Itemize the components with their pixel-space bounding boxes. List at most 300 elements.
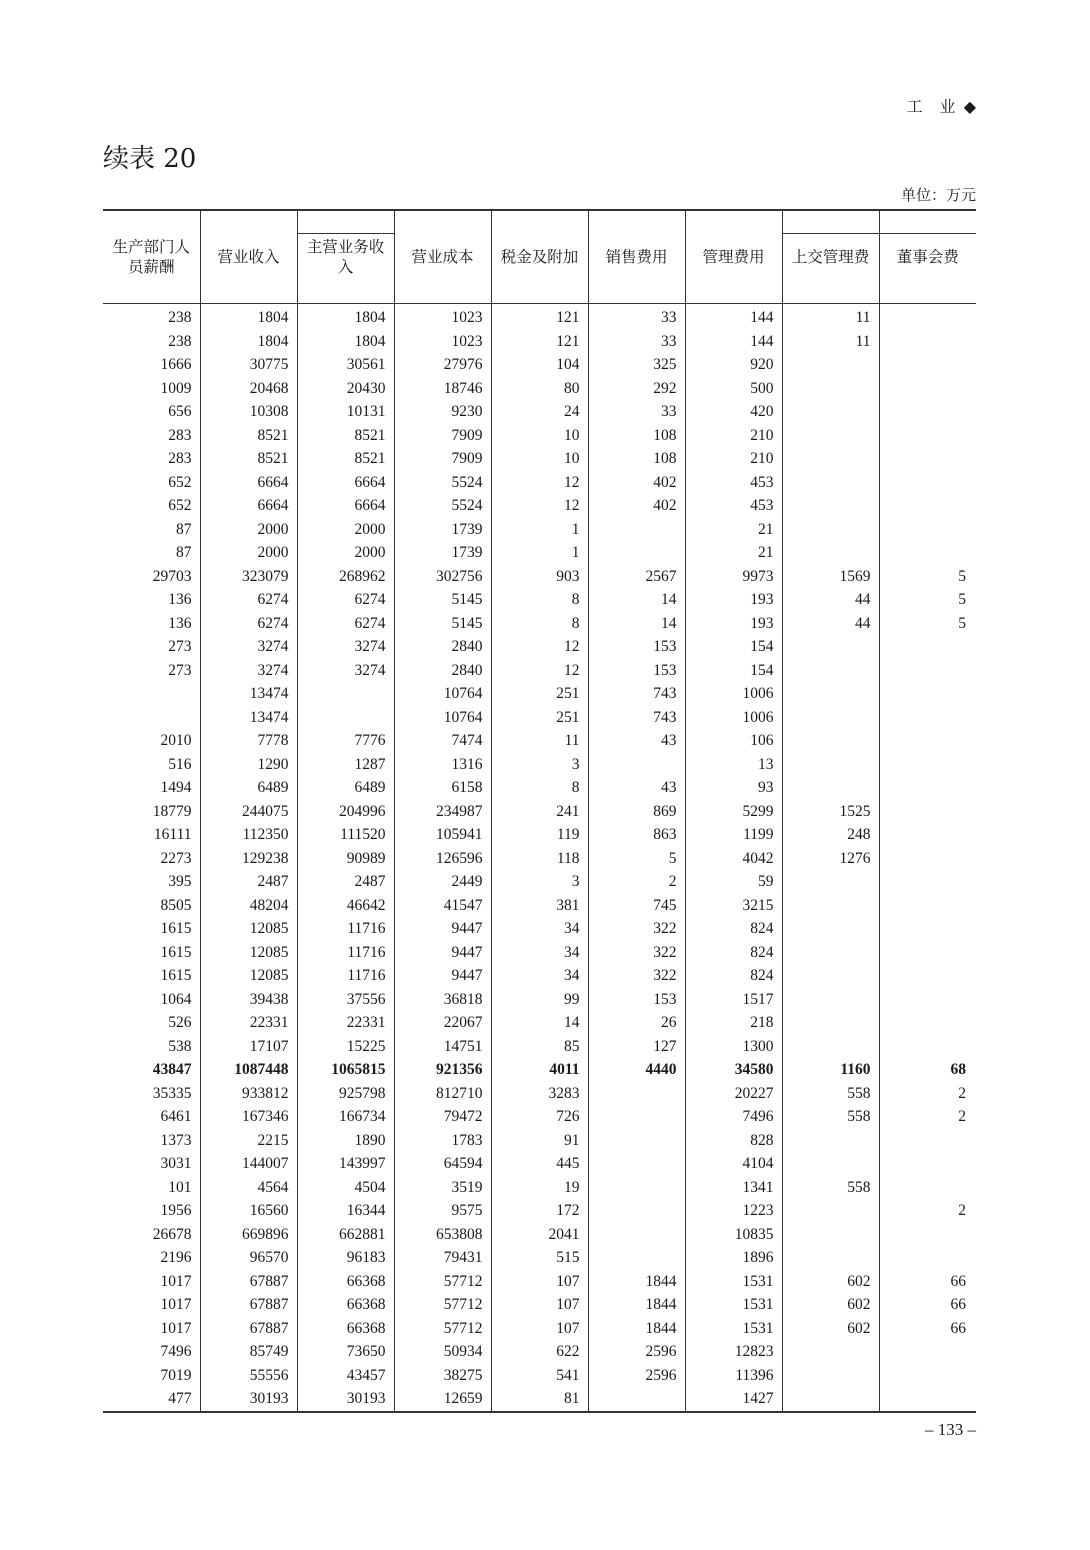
table-row [103,1129,976,1153]
table-cell: 1287 [297,753,394,777]
table-cell: 10835 [685,1223,782,1247]
table-cell: 136 [103,612,200,636]
table-cell: 7496 [103,1340,200,1364]
table-cell: 3 [491,870,588,894]
table-row [103,424,976,448]
table-cell [782,353,879,377]
table-cell: 57712 [394,1270,491,1294]
table-cell: 87 [103,541,200,565]
table-cell [782,541,879,565]
table-cell: 210 [685,424,782,448]
table-cell: 863 [588,823,685,847]
table-cell: 322 [588,964,685,988]
table-row [103,635,976,659]
table-cell: 1006 [685,706,782,730]
table-cell: 21 [685,541,782,565]
table-cell: 244075 [200,800,297,824]
table-cell [879,1035,976,1059]
table-row [103,471,976,495]
table-cell: 6274 [200,588,297,612]
table-cell: 14 [491,1011,588,1035]
table-cell [782,518,879,542]
table-cell: 20430 [297,377,394,401]
table-row [103,706,976,730]
table-cell: 558 [782,1105,879,1129]
table-cell: 5145 [394,588,491,612]
table-cell: 602 [782,1293,879,1317]
table-cell [879,635,976,659]
table-cell: 921356 [394,1058,491,1082]
table-cell: 11 [491,729,588,753]
table-cell: 144 [685,330,782,354]
table-cell [103,706,200,730]
table-cell: 7778 [200,729,297,753]
table-cell: 129238 [200,847,297,871]
table-cell: 15225 [297,1035,394,1059]
table-cell: 57712 [394,1317,491,1341]
table-cell: 79431 [394,1246,491,1270]
table-cell: 37556 [297,988,394,1012]
table-cell: 10 [491,424,588,448]
table-cell: 38275 [394,1364,491,1388]
table-cell [782,988,879,1012]
table-row [103,494,976,518]
table-cell: 35335 [103,1082,200,1106]
table-cell: 1 [491,541,588,565]
table-cell: 745 [588,894,685,918]
table-cell: 6274 [297,612,394,636]
table-cell: 652 [103,471,200,495]
table-cell: 41547 [394,894,491,918]
table-cell: 500 [685,377,782,401]
table-cell: 1 [491,518,588,542]
table-cell: 1525 [782,800,879,824]
table-row [103,1058,976,1082]
table-cell: 46642 [297,894,394,918]
table-cell: 73650 [297,1340,394,1364]
table-cell: 79472 [394,1105,491,1129]
table-cell: 6274 [200,612,297,636]
table-row [103,682,976,706]
table-cell: 20468 [200,377,297,401]
table-cell: 5 [958,567,966,585]
table-cell: 8521 [200,447,297,471]
table-cell: 6274 [297,588,394,612]
table-cell [879,894,976,918]
table-cell: 1290 [200,753,297,777]
table-cell: 6489 [200,776,297,800]
table-cell [782,471,879,495]
table-cell [879,847,976,871]
table-cell: 7909 [394,424,491,448]
table-cell [782,659,879,683]
table-cell: 136 [103,588,200,612]
section-header-text: 工 业 [906,97,962,116]
table-cell: 10 [491,447,588,471]
table-cell [879,917,976,941]
table-cell: 7496 [685,1105,782,1129]
table-cell: 11716 [297,964,394,988]
table-cell: 453 [685,471,782,495]
table-cell: 33 [588,304,685,330]
table-cell: 4564 [200,1176,297,1200]
table-cell [879,447,976,471]
table-cell: 2000 [200,541,297,565]
table-cell: 9973 [685,565,782,589]
table-cell [879,870,976,894]
table-cell: 8505 [103,894,200,918]
table-row [103,941,976,965]
table-cell [782,1011,879,1035]
table-cell: 67887 [200,1293,297,1317]
table-cell: 22331 [200,1011,297,1035]
table-cell: 1956 [103,1199,200,1223]
table-cell: 107 [491,1270,588,1294]
table-row [103,823,976,847]
table-cell: 238 [103,330,200,354]
table-cell [879,494,976,518]
table-row [103,304,976,330]
column-header: 营业收入 [200,210,297,304]
table-cell: 9447 [394,941,491,965]
table-cell: 118 [491,847,588,871]
table-cell [588,1129,685,1153]
table-cell: 8521 [297,424,394,448]
table-cell [588,1082,685,1106]
table-row [103,565,976,589]
table-cell: 13474 [200,682,297,706]
table-cell: 39438 [200,988,297,1012]
table-cell: 602 [782,1317,879,1341]
table-cell: 824 [685,964,782,988]
table-cell: 653808 [394,1223,491,1247]
column-header: 上交管理费 [782,210,879,304]
table-cell: 99 [491,988,588,1012]
table-cell: 812710 [394,1082,491,1106]
table-cell: 107 [491,1317,588,1341]
table-cell: 726 [491,1105,588,1129]
table-cell [879,682,976,706]
column-header: 销售费用 [588,210,685,304]
table-cell: 1276 [782,847,879,871]
table-cell: 16560 [200,1199,297,1223]
table-cell: 90989 [297,847,394,871]
table-cell: 8521 [297,447,394,471]
table-row [103,1176,976,1200]
table-cell: 3274 [200,659,297,683]
table-cell: 1494 [103,776,200,800]
table-cell: 234987 [394,800,491,824]
section-header [907,94,976,117]
table-cell: 104 [491,353,588,377]
table-cell: 2 [958,1202,966,1219]
table-cell: 273 [103,635,200,659]
table-cell: 112350 [200,823,297,847]
table-cell: 1844 [588,1293,685,1317]
table-cell: 2596 [588,1340,685,1364]
table-cell: 14 [588,612,685,636]
table-cell: 1023 [394,330,491,354]
table-row [103,400,976,424]
table-cell: 18779 [103,800,200,824]
table-cell: 210 [685,447,782,471]
table-cell: 1006 [685,682,782,706]
table-cell: 1087448 [200,1058,297,1082]
table-cell [879,1364,976,1388]
table-cell: 66 [950,1319,966,1337]
table-cell: 13474 [200,706,297,730]
table-cell: 824 [685,917,782,941]
table-cell [782,1223,879,1247]
table-cell: 30561 [297,353,394,377]
table-cell [588,753,685,777]
table-cell: 59 [685,870,782,894]
table-cell: 558 [782,1082,879,1106]
table-cell: 1223 [685,1199,782,1223]
table-cell: 2449 [394,870,491,894]
table-cell [879,330,976,354]
table-cell: 283 [103,447,200,471]
table-cell: 4440 [588,1058,685,1082]
table-cell: 558 [782,1176,879,1200]
table-cell: 218 [685,1011,782,1035]
table-cell: 2196 [103,1246,200,1270]
table-cell: 1517 [685,988,782,1012]
table-cell [588,541,685,565]
table-cell: 85749 [200,1340,297,1364]
table-cell: 8 [491,588,588,612]
table-cell: 402 [588,471,685,495]
table-cell: 153 [588,659,685,683]
table-cell: 12085 [200,964,297,988]
data-table-container [103,209,976,1413]
table-cell: 10308 [200,400,297,424]
table-cell: 381 [491,894,588,918]
table-cell: 193 [685,588,782,612]
table-cell [588,1223,685,1247]
table-row [103,612,976,636]
table-cell [879,518,976,542]
table-row [103,1246,976,1270]
table-cell [782,682,879,706]
table-cell: 43847 [103,1058,200,1082]
table-cell: 6664 [200,494,297,518]
table-cell: 1065815 [297,1058,394,1082]
table-row [103,1105,976,1129]
table-cell: 1064 [103,988,200,1012]
table-cell [879,964,976,988]
table-cell: 1844 [588,1317,685,1341]
table-cell: 1615 [103,917,200,941]
table-cell: 1569 [782,565,879,589]
table-cell: 322 [588,917,685,941]
table-cell: 50934 [394,1340,491,1364]
table-cell: 1890 [297,1129,394,1153]
table-cell: 4504 [297,1176,394,1200]
table-cell: 3031 [103,1152,200,1176]
table-cell [782,894,879,918]
table-cell [879,1340,976,1364]
table-cell [879,1129,976,1153]
table-cell: 96570 [200,1246,297,1270]
table-cell [588,1105,685,1129]
table-cell: 12085 [200,941,297,965]
table-cell: 2 [588,870,685,894]
table-row [103,1293,976,1317]
table-header-row [103,210,976,304]
table-cell: 30775 [200,353,297,377]
table-cell [588,518,685,542]
table-cell: 1017 [103,1293,200,1317]
column-header: 主营业务收入 [297,210,394,304]
table-cell: 602 [782,1270,879,1294]
table-cell [588,1387,685,1412]
table-cell: 445 [491,1152,588,1176]
table-cell: 66368 [297,1293,394,1317]
table-cell: 66 [950,1296,966,1313]
table-cell: 57712 [394,1293,491,1317]
table-cell: 516 [103,753,200,777]
table-row [103,1199,976,1223]
diamond-icon: ◆ [963,97,976,116]
table-cell: 10131 [297,400,394,424]
table-row [103,377,976,401]
table-cell [782,729,879,753]
table-cell: 34 [491,917,588,941]
table-cell [782,494,879,518]
table-cell: 9447 [394,964,491,988]
table-cell: 1739 [394,518,491,542]
table-cell: 43 [588,729,685,753]
table-cell: 920 [685,353,782,377]
table-cell [879,471,976,495]
table-cell: 1427 [685,1387,782,1412]
table-cell [588,1246,685,1270]
table-cell: 16344 [297,1199,394,1223]
table-cell [782,635,879,659]
table-cell: 154 [685,659,782,683]
table-cell: 30193 [297,1387,394,1412]
table-cell [879,1152,976,1176]
table-cell: 193 [685,612,782,636]
table-cell [782,776,879,800]
table-cell: 153 [588,988,685,1012]
table-cell: 34 [491,964,588,988]
table-cell: 153 [588,635,685,659]
table-row [103,1035,976,1059]
table-body [103,304,976,1412]
table-cell: 9575 [394,1199,491,1223]
table-cell: 903 [491,565,588,589]
table-row [103,729,976,753]
table-cell: 1199 [685,823,782,847]
table-row [103,1387,976,1412]
table-cell [782,1340,879,1364]
table-cell: 622 [491,1340,588,1364]
table-cell: 3274 [297,635,394,659]
table-cell: 27976 [394,353,491,377]
table-row [103,988,976,1012]
table-row [103,776,976,800]
table-cell: 11396 [685,1364,782,1388]
table-cell [879,1011,976,1035]
table-cell [879,1246,976,1270]
table-cell: 66368 [297,1317,394,1341]
table-cell: 933812 [200,1082,297,1106]
table-cell: 44 [782,588,879,612]
table-cell: 7474 [394,729,491,753]
table-cell [782,424,879,448]
table-cell: 4104 [685,1152,782,1176]
table-cell [782,1246,879,1270]
data-table [103,209,976,1413]
table-cell: 6664 [297,471,394,495]
table-cell: 1739 [394,541,491,565]
table-cell [588,1176,685,1200]
table-cell: 323079 [200,565,297,589]
table-cell: 5524 [394,471,491,495]
table-cell: 12 [491,471,588,495]
table-cell: 11716 [297,917,394,941]
table-cell [782,377,879,401]
table-cell: 3519 [394,1176,491,1200]
table-cell: 2487 [200,870,297,894]
table-cell: 541 [491,1364,588,1388]
table-cell: 108 [588,447,685,471]
table-cell: 68 [950,1061,966,1078]
table-cell: 2000 [200,518,297,542]
table-cell: 1531 [685,1270,782,1294]
table-cell: 1804 [297,304,394,330]
table-cell: 7019 [103,1364,200,1388]
table-cell: 5145 [394,612,491,636]
table-cell: 743 [588,706,685,730]
table-cell: 1615 [103,964,200,988]
table-cell: 12 [491,659,588,683]
table-cell [879,353,976,377]
table-cell: 828 [685,1129,782,1153]
table-cell: 172 [491,1199,588,1223]
table-cell: 5 [958,591,966,608]
table-cell: 8 [491,776,588,800]
table-cell: 6461 [103,1105,200,1129]
table-cell: 85 [491,1035,588,1059]
table-cell: 33 [588,330,685,354]
table-row [103,518,976,542]
table-cell: 11 [782,330,879,354]
table-cell: 7776 [297,729,394,753]
table-cell: 1017 [103,1317,200,1341]
table-cell: 1844 [588,1270,685,1294]
table-cell: 33 [588,400,685,424]
table-cell: 12085 [200,917,297,941]
table-cell: 3274 [200,635,297,659]
table-cell [879,823,976,847]
table-cell: 143997 [297,1152,394,1176]
table-cell: 925798 [297,1082,394,1106]
column-header: 营业成本 [394,210,491,304]
table-cell: 3283 [491,1082,588,1106]
table-cell: 322 [588,941,685,965]
table-row [103,753,976,777]
table-cell [782,941,879,965]
column-header: 税金及附加 [491,210,588,304]
table-cell: 204996 [297,800,394,824]
table-cell: 652 [103,494,200,518]
table-cell: 126596 [394,847,491,871]
table-cell: 12823 [685,1340,782,1364]
table-row [103,1317,976,1341]
